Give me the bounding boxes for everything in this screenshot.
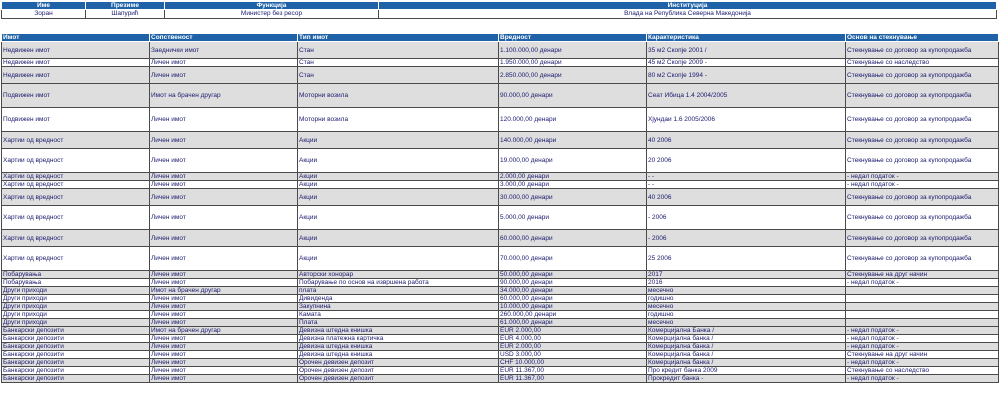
cell-ownership: Заеднички имот [150, 42, 298, 59]
cell-basis: Стекнување со договор за купопродажба [846, 206, 999, 230]
table-row [2, 108, 999, 132]
cell-basis: Стекнување со наследство [846, 367, 999, 375]
cell-asset: Банкарски депозити [2, 343, 150, 351]
assets-body [2, 42, 999, 383]
cell-value: 90.000,00 денари [499, 279, 647, 287]
table-row [2, 343, 999, 351]
cell-basis [846, 295, 999, 303]
info-first-name: Зоран [2, 10, 86, 19]
cell-basis [846, 319, 999, 327]
cell-asset: Недвижен имот [2, 59, 150, 67]
table-row [2, 359, 999, 367]
cell-ownership: Личен имот [150, 375, 298, 383]
cell-asset: Побарувања [2, 279, 150, 287]
cell-ownership: Личен имот [150, 367, 298, 375]
cell-value: 3.000,00 денари [499, 181, 647, 189]
cell-basis: - недал податок - [846, 173, 999, 181]
official-info-table [1, 1, 997, 19]
cell-value: 70.000,00 денари [499, 247, 647, 271]
info-header-last-name: Презиме [86, 2, 165, 10]
cell-value: 50.000,00 денари [499, 271, 647, 279]
info-last-name: Шапурић [86, 10, 165, 19]
cell-value: 60.000,00 денари [499, 230, 647, 247]
cell-ownership: Личен имот [150, 271, 298, 279]
cell-value: 10.000,00 денари [499, 303, 647, 311]
cell-value: 90.000,00 денари [499, 84, 647, 108]
cell-type: Акции [298, 189, 499, 206]
cell-basis: Стекнување на друг начин [846, 271, 999, 279]
cell-characteristic: 2017 [647, 271, 846, 279]
cell-characteristic: 20 2006 [647, 149, 846, 173]
cell-value: 260.000,00 денари [499, 311, 647, 319]
cell-characteristic: Комерцијална банка / [647, 335, 846, 343]
cell-ownership: Личен имот [150, 173, 298, 181]
cell-ownership: Личен имот [150, 206, 298, 230]
cell-type: Камата [298, 311, 499, 319]
cell-basis: - недал податок - [846, 279, 999, 287]
header-ownership: Сопственост [150, 34, 298, 42]
cell-characteristic: 40 2006 [647, 132, 846, 149]
cell-asset: Подвижен имот [2, 84, 150, 108]
cell-ownership: Личен имот [150, 67, 298, 84]
table-row [2, 206, 999, 230]
cell-asset: Хартии од вредност [2, 173, 150, 181]
cell-ownership: Личен имот [150, 181, 298, 189]
cell-ownership: Личен имот [150, 132, 298, 149]
cell-ownership: Личен имот [150, 189, 298, 206]
table-row [2, 67, 999, 84]
cell-value: EUR 11.367,00 [499, 375, 647, 383]
cell-value: 60.000,00 денари [499, 295, 647, 303]
cell-asset: Хартии од вредност [2, 149, 150, 173]
cell-asset: Други приходи [2, 319, 150, 327]
info-function: Министер без ресор [165, 10, 379, 19]
cell-basis: - недал податок - [846, 375, 999, 383]
cell-characteristic: - - [647, 181, 846, 189]
info-header-first-name: Име [2, 2, 86, 10]
cell-characteristic: 80 м2 Скопје 1994 - [647, 67, 846, 84]
cell-asset: Банкарски депозити [2, 359, 150, 367]
info-header-function: Функција [165, 2, 379, 10]
cell-asset: Банкарски депозити [2, 375, 150, 383]
cell-type: Дивиденда [298, 295, 499, 303]
cell-ownership: Личен имот [150, 343, 298, 351]
cell-characteristic: годишно [647, 311, 846, 319]
table-row [2, 279, 999, 287]
table-row [2, 367, 999, 375]
cell-basis: - недал податок - [846, 359, 999, 367]
table-row [2, 327, 999, 335]
cell-type: Побарување по основ на извршена работа [298, 279, 499, 287]
cell-type: Акции [298, 206, 499, 230]
cell-basis [846, 303, 999, 311]
cell-ownership: Имот на брачен другар [150, 287, 298, 295]
cell-ownership: Личен имот [150, 335, 298, 343]
cell-type: Орочен девизен депозит [298, 375, 499, 383]
cell-type: Орочен девизен депозит [298, 367, 499, 375]
cell-type: Закупнина [298, 303, 499, 311]
cell-value: EUR 2.000,00 [499, 343, 647, 351]
table-row [2, 247, 999, 271]
cell-characteristic: годишно [647, 295, 846, 303]
cell-type: Стан [298, 59, 499, 67]
cell-type: Акции [298, 181, 499, 189]
cell-characteristic: Сеат Ибица 1.4 2004/2005 [647, 84, 846, 108]
cell-asset: Хартии од вредност [2, 247, 150, 271]
cell-characteristic: Комерцијална банка / [647, 343, 846, 351]
cell-asset: Други приходи [2, 295, 150, 303]
header-asset: Имот [2, 34, 150, 42]
table-row [2, 59, 999, 67]
cell-basis: - недал податок - [846, 335, 999, 343]
header-value: Вредност [499, 34, 647, 42]
cell-value: CHF 10.000,00 [499, 359, 647, 367]
cell-type: Акции [298, 230, 499, 247]
cell-asset: Хартии од вредност [2, 230, 150, 247]
header-asset-type: Тип имот [298, 34, 499, 42]
cell-value: 61.000,00 денари [499, 319, 647, 327]
cell-asset: Недвижен имот [2, 67, 150, 84]
table-row [2, 271, 999, 279]
cell-basis: Стекнување со договор за купопродажба [846, 189, 999, 206]
cell-characteristic: 2016 [647, 279, 846, 287]
cell-value: 2.850.000,00 денари [499, 67, 647, 84]
cell-asset: Подвижен имот [2, 108, 150, 132]
cell-basis: Стекнување со наследство [846, 59, 999, 67]
cell-ownership: Личен имот [150, 247, 298, 271]
assets-header-row [2, 34, 999, 42]
cell-ownership: Личен имот [150, 59, 298, 67]
cell-value: 1.100.000,00 денари [499, 42, 647, 59]
cell-value: EUR 4.000,00 [499, 335, 647, 343]
cell-basis: Стекнување со договор за купопродажба [846, 247, 999, 271]
cell-ownership: Личен имот [150, 359, 298, 367]
header-characteristic: Карактеристика [647, 34, 846, 42]
cell-ownership: Имот на брачен другар [150, 84, 298, 108]
table-row [2, 303, 999, 311]
cell-type: Авторски хонорар [298, 271, 499, 279]
cell-basis: Стекнување на друг начин [846, 351, 999, 359]
cell-value: EUR 11.367,00 [499, 367, 647, 375]
cell-characteristic: - - [647, 173, 846, 181]
cell-characteristic: - 2006 [647, 230, 846, 247]
info-header-institution: Институција [379, 2, 997, 10]
table-row [2, 84, 999, 108]
cell-asset: Хартии од вредност [2, 181, 150, 189]
cell-asset: Хартии од вредност [2, 132, 150, 149]
cell-characteristic: Комерцијална Банка / [647, 327, 846, 335]
cell-ownership: Личен имот [150, 303, 298, 311]
cell-ownership: Личен имот [150, 149, 298, 173]
cell-basis: Стекнување со договор за купопродажба [846, 132, 999, 149]
cell-type: Стан [298, 67, 499, 84]
cell-type: Девизна штедна книшка [298, 343, 499, 351]
cell-characteristic: месечно [647, 303, 846, 311]
table-row [2, 173, 999, 181]
table-row [2, 287, 999, 295]
cell-basis: Стекнување со договор за купопродажба [846, 84, 999, 108]
cell-type: плата [298, 287, 499, 295]
cell-basis: Стекнување со договор за купопродажба [846, 42, 999, 59]
cell-type: Акции [298, 132, 499, 149]
info-header-row [2, 2, 997, 10]
header-acquisition-basis: Основ на стекнување [846, 34, 999, 42]
cell-basis [846, 287, 999, 295]
info-institution: Влада на Република Северна Македонија [379, 10, 997, 19]
cell-characteristic: 45 м2 Скопје 2009 - [647, 59, 846, 67]
cell-characteristic: 35 м2 Скопје 2001 / [647, 42, 846, 59]
cell-type: Девизна штедна книшка [298, 351, 499, 359]
cell-type: Моторни возила [298, 84, 499, 108]
cell-type: Девизна штедна книшка [298, 327, 499, 335]
cell-value: 140.000,00 денари [499, 132, 647, 149]
cell-type: Акции [298, 149, 499, 173]
cell-asset: Банкарски депозити [2, 367, 150, 375]
cell-ownership: Личен имот [150, 311, 298, 319]
table-row [2, 375, 999, 383]
table-row [2, 351, 999, 359]
cell-value: EUR 2.000,00 [499, 327, 647, 335]
cell-value: 120.000,00 денари [499, 108, 647, 132]
cell-characteristic: Комерцијална банка / [647, 351, 846, 359]
cell-characteristic: Хјундаи 1.6 2005/2006 [647, 108, 846, 132]
cell-ownership: Имот на брачен другар [150, 327, 298, 335]
cell-asset: Побарувања [2, 271, 150, 279]
cell-asset: Други приходи [2, 303, 150, 311]
cell-value: 1.950.000,00 денари [499, 59, 647, 67]
cell-value: 5.000,00 денари [499, 206, 647, 230]
cell-asset: Хартии од вредност [2, 189, 150, 206]
cell-ownership: Личен имот [150, 319, 298, 327]
table-row [2, 295, 999, 303]
table-row [2, 132, 999, 149]
cell-asset: Други приходи [2, 287, 150, 295]
cell-type: Плата [298, 319, 499, 327]
cell-characteristic: месечно [647, 287, 846, 295]
table-row [2, 189, 999, 206]
cell-type: Орочен девизен депозит [298, 359, 499, 367]
info-value-row [2, 10, 997, 19]
cell-characteristic: - 2006 [647, 206, 846, 230]
cell-value: 34.000,00 денари [499, 287, 647, 295]
cell-asset: Банкарски депозити [2, 327, 150, 335]
cell-ownership: Личен имот [150, 230, 298, 247]
cell-asset: Недвижен имот [2, 42, 150, 59]
table-row [2, 319, 999, 327]
cell-type: Стан [298, 42, 499, 59]
assets-table [1, 33, 999, 383]
cell-ownership: Личен имот [150, 279, 298, 287]
cell-value: 19.000,00 денари [499, 149, 647, 173]
cell-ownership: Личен имот [150, 108, 298, 132]
cell-asset: Банкарски депозити [2, 335, 150, 343]
table-row [2, 42, 999, 59]
table-row [2, 311, 999, 319]
cell-characteristic: месечно [647, 319, 846, 327]
cell-basis: Стекнување со договор за купопродажба [846, 149, 999, 173]
cell-basis [846, 311, 999, 319]
cell-asset: Хартии од вредност [2, 206, 150, 230]
cell-basis: - недал податок - [846, 327, 999, 335]
cell-type: Акции [298, 173, 499, 181]
cell-characteristic: 25 2006 [647, 247, 846, 271]
cell-type: Девизна платежна картичка [298, 335, 499, 343]
cell-type: Акции [298, 247, 499, 271]
cell-value: USD 3.000,00 [499, 351, 647, 359]
cell-type: Моторни возила [298, 108, 499, 132]
cell-basis: Стекнување со договор за купопродажба [846, 108, 999, 132]
cell-characteristic: Прокредит банка - [647, 375, 846, 383]
cell-basis: Стекнување со договор за купопродажба [846, 230, 999, 247]
table-row [2, 149, 999, 173]
table-row [2, 230, 999, 247]
cell-ownership: Личен имот [150, 351, 298, 359]
cell-value: 30.000,00 денари [499, 189, 647, 206]
cell-basis: - недал податок - [846, 343, 999, 351]
cell-asset: Други приходи [2, 311, 150, 319]
cell-characteristic: Про кредит банка 2009 [647, 367, 846, 375]
cell-basis: - недал податок - [846, 181, 999, 189]
cell-ownership: Личен имот [150, 295, 298, 303]
table-row [2, 335, 999, 343]
table-row [2, 181, 999, 189]
cell-characteristic: Комерцијална банка / [647, 359, 846, 367]
cell-value: 2.000,00 денари [499, 173, 647, 181]
cell-basis: Стекнување со договор за купопродажба [846, 67, 999, 84]
cell-asset: Банкарски депозити [2, 351, 150, 359]
cell-characteristic: 40 2006 [647, 189, 846, 206]
